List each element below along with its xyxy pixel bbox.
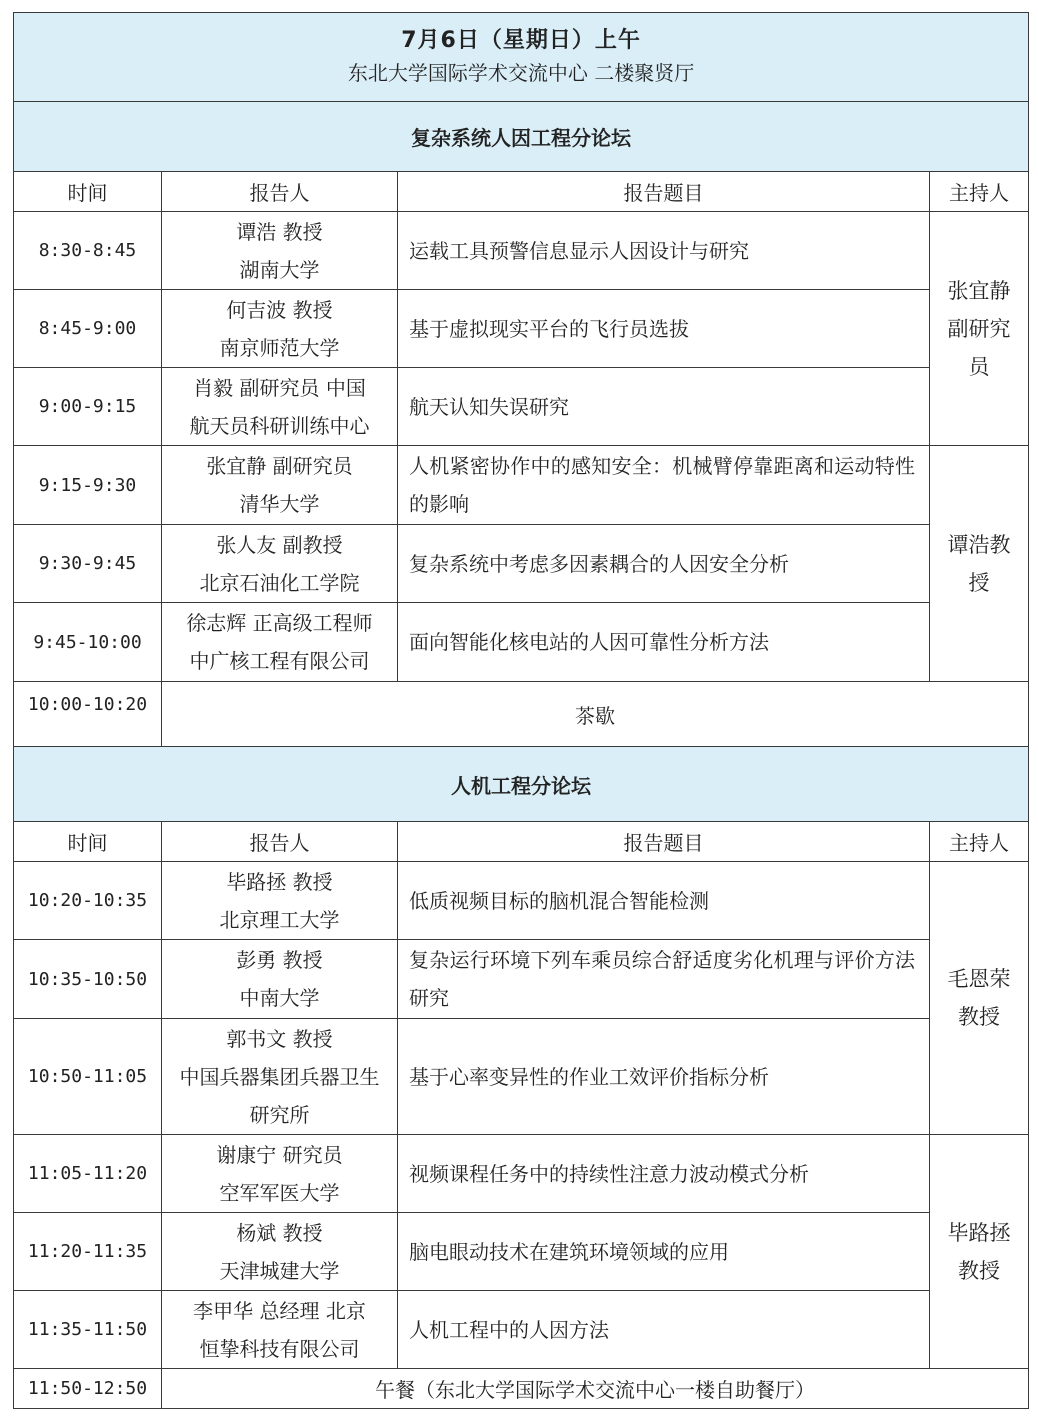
col-topic-header: 报告题目: [398, 172, 930, 212]
speaker-affiliation: 北京石油化工学院: [199, 570, 360, 595]
schedule-header: [14, 13, 1029, 102]
col-speaker-header: 报告人: [162, 172, 398, 212]
col-topic-header: 报告题目: [398, 822, 930, 862]
col-time-header: 时间: [14, 822, 162, 862]
speaker-name: 郭书文 教授: [226, 1026, 333, 1051]
speaker-affiliation: 中广核工程有限公司: [189, 649, 370, 673]
table-row: [14, 446, 1029, 525]
row-topic: 低质视频目标的脑机混合智能检测: [398, 862, 930, 940]
row-time: 10:35-10:50: [14, 940, 162, 1019]
table-row: [14, 525, 1029, 603]
speaker-name: 彭勇 教授: [236, 948, 323, 972]
table-row: [14, 1291, 1029, 1369]
tea-break-time: 10:00-10:20: [14, 682, 162, 747]
schedule-wrapper: [13, 12, 1028, 1409]
row-time: 9:30-9:45: [14, 525, 162, 603]
speaker-affiliation: 中南大学: [239, 986, 320, 1010]
table-row: [14, 290, 1029, 368]
row-topic: 视频课程任务中的持续性注意力波动模式分析: [398, 1135, 930, 1213]
speaker-affiliation: 湖南大学: [239, 257, 320, 282]
lunch-time: 11:50-12:50: [14, 1369, 162, 1409]
row-time: 10:50-11:05: [14, 1019, 162, 1135]
lunch-label: 午餐（东北大学国际学术交流中心一楼自助餐厅）: [162, 1369, 1029, 1409]
table-row: [14, 862, 1029, 940]
row-speaker: [162, 940, 398, 1019]
tea-break-row: [14, 682, 1029, 747]
row-speaker: [162, 368, 398, 446]
forum2-column-header: [14, 822, 1029, 862]
speaker-affiliation: 中国兵器集团兵器卫生研究所: [179, 1064, 380, 1127]
row-topic: 复杂运行环境下列车乘员综合舒适度劣化机理与评价方法研究: [398, 940, 930, 1019]
row-topic: 运载工具预警信息显示人因设计与研究: [398, 212, 930, 290]
table-row: [14, 368, 1029, 446]
speaker-name: 肖毅 副研究员 中国: [193, 375, 366, 400]
speaker-name: 张宜静 副研究员: [206, 454, 353, 478]
schedule-header-row: [14, 13, 1029, 102]
row-topic: 脑电眼动技术在建筑环境领域的应用: [398, 1213, 930, 1291]
row-speaker: [162, 603, 398, 682]
row-speaker: [162, 1019, 398, 1135]
speaker-affiliation: 天津城建大学: [219, 1258, 340, 1283]
row-time: 9:15-9:30: [14, 446, 162, 525]
table-row: [14, 1213, 1029, 1291]
table-row: [14, 603, 1029, 682]
col-host-header: 主持人: [930, 172, 1029, 212]
forum2-title: 人机工程分论坛: [14, 747, 1029, 822]
row-time: 11:20-11:35: [14, 1213, 162, 1291]
speaker-name: 谭浩 教授: [236, 219, 323, 244]
speaker-name: 张人友 副教授: [216, 532, 343, 557]
speaker-affiliation: 空军军医大学: [219, 1180, 340, 1205]
row-time: 11:05-11:20: [14, 1135, 162, 1213]
table-row: [14, 1135, 1029, 1213]
speaker-name: 李甲华 总经理 北京: [193, 1298, 366, 1323]
row-time: 8:45-9:00: [14, 290, 162, 368]
row-topic: 基于心率变异性的作业工效评价指标分析: [398, 1019, 930, 1135]
host-cell: 毛恩荣教授: [930, 862, 1029, 1135]
row-speaker: [162, 446, 398, 525]
row-time: 11:35-11:50: [14, 1291, 162, 1369]
speaker-affiliation: 恒挚科技有限公司: [199, 1336, 360, 1361]
row-topic: 基于虚拟现实平台的飞行员选拔: [398, 290, 930, 368]
row-topic: 航天认知失误研究: [398, 368, 930, 446]
table-row: [14, 212, 1029, 290]
col-time-header: 时间: [14, 172, 162, 212]
row-speaker: [162, 525, 398, 603]
speaker-affiliation: 清华大学: [239, 492, 320, 516]
session-venue: 东北大学国际学术交流中心 二楼聚贤厅: [347, 61, 695, 85]
speaker-name: 毕路拯 教授: [226, 869, 333, 894]
speaker-affiliation: 北京理工大学: [219, 907, 340, 932]
speaker-affiliation: 航天员科研训练中心: [189, 413, 370, 438]
row-speaker: [162, 1291, 398, 1369]
row-speaker: [162, 862, 398, 940]
speaker-name: 杨斌 教授: [236, 1220, 323, 1245]
host-cell: 谭浩教授: [930, 446, 1029, 682]
col-host-header: 主持人: [930, 822, 1029, 862]
speaker-name: 谢康宁 研究员: [216, 1142, 343, 1167]
tea-break-label: 茶歇: [162, 682, 1029, 747]
row-time: 9:45-10:00: [14, 603, 162, 682]
row-time: 9:00-9:15: [14, 368, 162, 446]
table-row: [14, 940, 1029, 1019]
row-speaker: [162, 212, 398, 290]
schedule-table: [13, 12, 1029, 1409]
host-cell: 毕路拯教授: [930, 1135, 1029, 1369]
speaker-name: 何吉波 教授: [226, 297, 333, 322]
host-cell: 张宜静副研究员: [930, 212, 1029, 446]
forum1-title: 复杂系统人因工程分论坛: [14, 102, 1029, 172]
row-speaker: [162, 1135, 398, 1213]
forum1-column-header: [14, 172, 1029, 212]
col-speaker-header: 报告人: [162, 822, 398, 862]
lunch-row: [14, 1369, 1029, 1409]
row-topic: 复杂系统中考虑多因素耦合的人因安全分析: [398, 525, 930, 603]
row-speaker: [162, 1213, 398, 1291]
row-time: 10:20-10:35: [14, 862, 162, 940]
forum2-title-row: [14, 747, 1029, 822]
row-time: 8:30-8:45: [14, 212, 162, 290]
table-row: [14, 1019, 1029, 1135]
row-speaker: [162, 290, 398, 368]
row-topic: 面向智能化核电站的人因可靠性分析方法: [398, 603, 930, 682]
row-topic: 人机工程中的人因方法: [398, 1291, 930, 1369]
forum1-title-row: [14, 102, 1029, 172]
row-topic: 人机紧密协作中的感知安全：机械臂停靠距离和运动特性的影响: [398, 446, 930, 525]
session-date: 7月6日（星期日）上午: [401, 28, 641, 53]
speaker-affiliation: 南京师范大学: [219, 335, 340, 360]
speaker-name: 徐志辉 正高级工程师: [186, 611, 373, 635]
